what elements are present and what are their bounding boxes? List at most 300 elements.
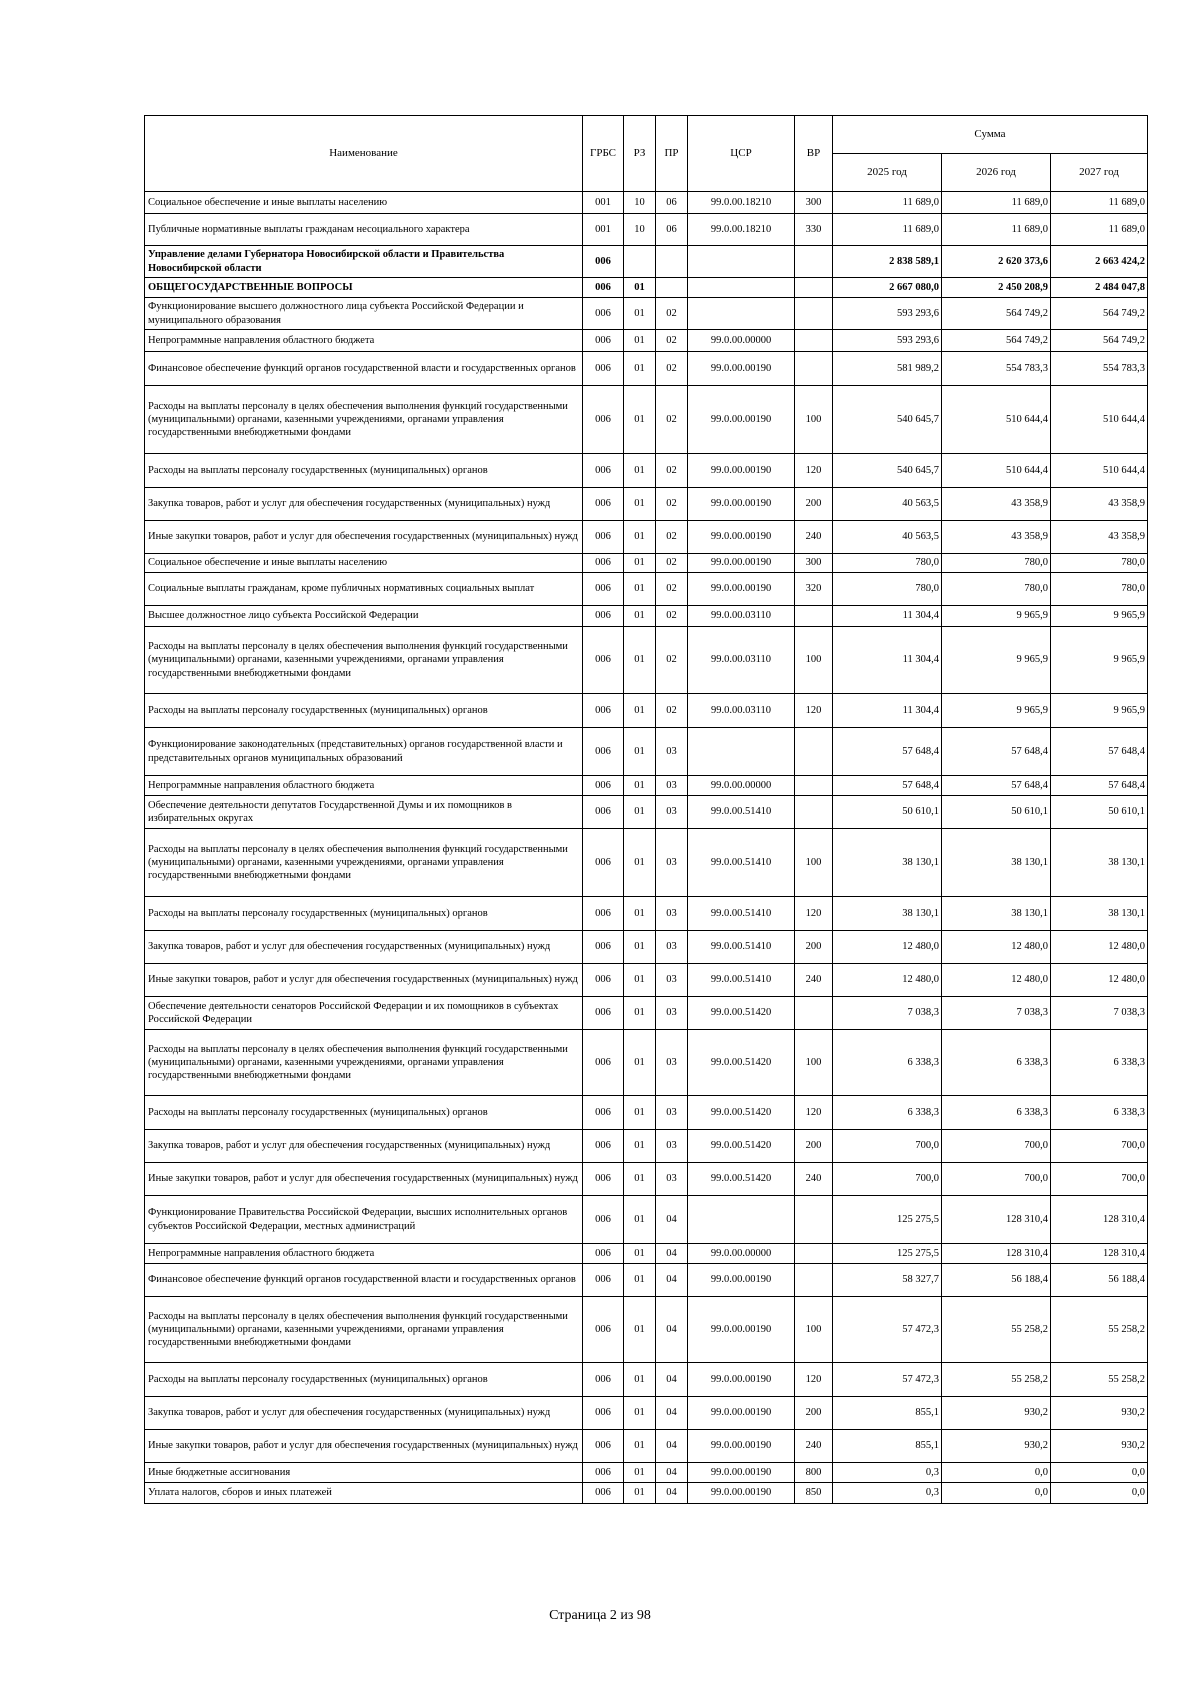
row-name: Непрограммные направления областного бюджета	[145, 1244, 583, 1264]
row-name: ОБЩЕГОСУДАРСТВЕННЫЕ ВОПРОСЫ	[145, 278, 583, 298]
row-sum-2025: 0,3	[833, 1463, 942, 1483]
row-name: Социальное обеспечение и иные выплаты населению	[145, 192, 583, 214]
row-sum-2025: 11 304,4	[833, 606, 942, 627]
table-row	[145, 1264, 1148, 1297]
row-name: Расходы на выплаты персоналу государственных (муниципальных) органов	[145, 694, 583, 728]
row-pr: 02	[656, 330, 688, 352]
table-row	[145, 1297, 1148, 1363]
row-rz: 01	[624, 278, 656, 298]
row-sum-2027: 12 480,0	[1051, 964, 1148, 997]
row-grbs: 006	[583, 521, 624, 554]
row-name: Иные закупки товаров, работ и услуг для обеспечения государственных (муниципальных) нужд	[145, 1163, 583, 1196]
row-csr: 99.0.00.00190	[688, 386, 795, 454]
row-grbs: 006	[583, 1196, 624, 1244]
row-sum-2026: 12 480,0	[942, 964, 1051, 997]
table-row	[145, 997, 1148, 1030]
row-vr	[795, 796, 833, 829]
row-vr: 240	[795, 521, 833, 554]
row-name: Функционирование высшего должностного лица субъекта Российской Федерации и муниципального образования	[145, 298, 583, 330]
row-rz: 01	[624, 897, 656, 931]
row-vr: 100	[795, 1297, 833, 1363]
row-grbs: 006	[583, 796, 624, 829]
row-sum-2026: 700,0	[942, 1163, 1051, 1196]
row-pr	[656, 278, 688, 298]
row-grbs: 006	[583, 278, 624, 298]
row-rz: 01	[624, 627, 656, 694]
row-grbs: 006	[583, 488, 624, 521]
row-csr: 99.0.00.00190	[688, 1430, 795, 1463]
row-sum-2027: 43 358,9	[1051, 521, 1148, 554]
col-header-sum: Сумма	[833, 116, 1148, 154]
row-grbs: 006	[583, 606, 624, 627]
row-vr: 100	[795, 386, 833, 454]
row-sum-2025: 0,3	[833, 1483, 942, 1504]
row-pr: 02	[656, 554, 688, 573]
table-row	[145, 694, 1148, 728]
row-vr	[795, 1264, 833, 1297]
row-sum-2025: 700,0	[833, 1163, 942, 1196]
row-name: Обеспечение деятельности сенаторов Российской Федерации и их помощников в субъектах Российской Федерации	[145, 997, 583, 1030]
row-pr: 03	[656, 776, 688, 796]
row-sum-2027: 43 358,9	[1051, 488, 1148, 521]
row-name: Расходы на выплаты персоналу государственных (муниципальных) органов	[145, 897, 583, 931]
row-rz: 01	[624, 454, 656, 488]
col-header-2027: 2027 год	[1051, 154, 1148, 192]
row-name: Непрограммные направления областного бюджета	[145, 776, 583, 796]
row-vr: 120	[795, 897, 833, 931]
row-csr: 99.0.00.00190	[688, 454, 795, 488]
budget-table-body	[145, 192, 1148, 1504]
row-sum-2026: 2 450 208,9	[942, 278, 1051, 298]
row-grbs: 006	[583, 1297, 624, 1363]
row-pr: 03	[656, 829, 688, 897]
row-pr: 03	[656, 1163, 688, 1196]
col-header-name: Наименование	[145, 116, 583, 192]
row-sum-2026: 11 689,0	[942, 214, 1051, 246]
row-sum-2027: 56 188,4	[1051, 1264, 1148, 1297]
row-rz: 01	[624, 1264, 656, 1297]
row-sum-2026: 7 038,3	[942, 997, 1051, 1030]
row-csr: 99.0.00.00190	[688, 1397, 795, 1430]
row-sum-2026: 2 620 373,6	[942, 246, 1051, 278]
table-row	[145, 1463, 1148, 1483]
row-name: Расходы на выплаты персоналу в целях обеспечения выполнения функций государственными (муниципальными) органами, казенными учреждениями, органами управления государственными внебюджетными фондами	[145, 1030, 583, 1096]
table-row	[145, 829, 1148, 897]
row-sum-2027: 38 130,1	[1051, 897, 1148, 931]
row-vr	[795, 1196, 833, 1244]
row-rz: 01	[624, 1397, 656, 1430]
row-name: Расходы на выплаты персоналу в целях обеспечения выполнения функций государственными (муниципальными) органами, казенными учреждениями, органами управления государственными внебюджетными фондами	[145, 386, 583, 454]
row-rz: 01	[624, 352, 656, 386]
row-rz: 01	[624, 829, 656, 897]
table-row	[145, 1430, 1148, 1463]
row-csr: 99.0.00.03110	[688, 606, 795, 627]
row-grbs: 006	[583, 1363, 624, 1397]
row-sum-2025: 855,1	[833, 1430, 942, 1463]
row-grbs: 006	[583, 246, 624, 278]
row-sum-2025: 40 563,5	[833, 521, 942, 554]
table-row	[145, 454, 1148, 488]
row-vr	[795, 278, 833, 298]
row-sum-2027: 564 749,2	[1051, 298, 1148, 330]
row-sum-2025: 6 338,3	[833, 1030, 942, 1096]
row-grbs: 006	[583, 1430, 624, 1463]
row-vr: 120	[795, 454, 833, 488]
row-rz: 01	[624, 728, 656, 776]
row-sum-2025: 57 472,3	[833, 1363, 942, 1397]
row-sum-2025: 40 563,5	[833, 488, 942, 521]
row-vr: 200	[795, 488, 833, 521]
row-sum-2025: 780,0	[833, 573, 942, 606]
row-grbs: 006	[583, 1397, 624, 1430]
row-rz: 01	[624, 606, 656, 627]
row-csr: 99.0.00.00000	[688, 330, 795, 352]
row-sum-2027: 564 749,2	[1051, 330, 1148, 352]
row-vr: 120	[795, 694, 833, 728]
row-csr: 99.0.00.00190	[688, 352, 795, 386]
table-row	[145, 386, 1148, 454]
row-sum-2026: 128 310,4	[942, 1196, 1051, 1244]
row-vr: 800	[795, 1463, 833, 1483]
col-header-pr: ПР	[656, 116, 688, 192]
table-row	[145, 298, 1148, 330]
row-csr: 99.0.00.51410	[688, 897, 795, 931]
row-pr: 06	[656, 192, 688, 214]
row-name: Финансовое обеспечение функций органов государственной власти и государственных органов	[145, 352, 583, 386]
row-grbs: 006	[583, 1483, 624, 1504]
row-rz: 01	[624, 298, 656, 330]
row-sum-2027: 6 338,3	[1051, 1096, 1148, 1130]
row-rz: 01	[624, 964, 656, 997]
row-sum-2025: 125 275,5	[833, 1244, 942, 1264]
row-pr: 03	[656, 1130, 688, 1163]
row-rz	[624, 246, 656, 278]
row-sum-2026: 930,2	[942, 1397, 1051, 1430]
row-csr: 99.0.00.18210	[688, 214, 795, 246]
row-csr: 99.0.00.51420	[688, 1096, 795, 1130]
row-sum-2027: 0,0	[1051, 1483, 1148, 1504]
row-grbs: 006	[583, 1096, 624, 1130]
row-sum-2025: 57 648,4	[833, 776, 942, 796]
row-sum-2027: 57 648,4	[1051, 776, 1148, 796]
row-grbs: 006	[583, 554, 624, 573]
row-grbs: 006	[583, 1463, 624, 1483]
row-grbs: 006	[583, 997, 624, 1030]
row-sum-2025: 50 610,1	[833, 796, 942, 829]
row-csr: 99.0.00.51420	[688, 1163, 795, 1196]
row-pr: 06	[656, 214, 688, 246]
row-name: Иные закупки товаров, работ и услуг для обеспечения государственных (муниципальных) нужд	[145, 521, 583, 554]
row-name: Функционирование законодательных (представительных) органов государственной власти и представительных органов муниципальных образований	[145, 728, 583, 776]
row-grbs: 006	[583, 1244, 624, 1264]
row-pr: 03	[656, 1096, 688, 1130]
row-pr: 03	[656, 1030, 688, 1096]
row-vr	[795, 1244, 833, 1264]
row-sum-2026: 38 130,1	[942, 829, 1051, 897]
row-rz: 01	[624, 1363, 656, 1397]
row-sum-2026: 700,0	[942, 1130, 1051, 1163]
table-row	[145, 1397, 1148, 1430]
row-sum-2027: 11 689,0	[1051, 192, 1148, 214]
row-sum-2026: 510 644,4	[942, 386, 1051, 454]
row-name: Социальные выплаты гражданам, кроме публичных нормативных социальных выплат	[145, 573, 583, 606]
row-sum-2027: 510 644,4	[1051, 454, 1148, 488]
row-sum-2027: 9 965,9	[1051, 606, 1148, 627]
row-sum-2026: 9 965,9	[942, 694, 1051, 728]
row-name: Непрограммные направления областного бюджета	[145, 330, 583, 352]
table-row	[145, 554, 1148, 573]
row-pr: 03	[656, 931, 688, 964]
row-grbs: 006	[583, 454, 624, 488]
row-vr: 100	[795, 829, 833, 897]
row-pr: 04	[656, 1297, 688, 1363]
row-vr: 120	[795, 1363, 833, 1397]
row-sum-2026: 554 783,3	[942, 352, 1051, 386]
row-sum-2025: 2 667 080,0	[833, 278, 942, 298]
row-vr	[795, 330, 833, 352]
header-row-top	[145, 116, 1148, 154]
row-rz: 01	[624, 1096, 656, 1130]
row-name: Закупка товаров, работ и услуг для обеспечения государственных (муниципальных) нужд	[145, 1130, 583, 1163]
row-rz: 01	[624, 1196, 656, 1244]
row-csr: 99.0.00.00000	[688, 776, 795, 796]
row-grbs: 006	[583, 897, 624, 931]
row-sum-2027: 12 480,0	[1051, 931, 1148, 964]
row-vr	[795, 728, 833, 776]
row-sum-2025: 855,1	[833, 1397, 942, 1430]
row-pr: 04	[656, 1363, 688, 1397]
row-pr: 04	[656, 1264, 688, 1297]
row-name: Уплата налогов, сборов и иных платежей	[145, 1483, 583, 1504]
row-sum-2026: 780,0	[942, 573, 1051, 606]
row-grbs: 006	[583, 298, 624, 330]
row-rz: 01	[624, 1130, 656, 1163]
row-sum-2026: 12 480,0	[942, 931, 1051, 964]
row-sum-2027: 930,2	[1051, 1397, 1148, 1430]
row-pr: 02	[656, 573, 688, 606]
row-rz: 01	[624, 573, 656, 606]
row-vr: 100	[795, 1030, 833, 1096]
table-row	[145, 1363, 1148, 1397]
row-sum-2027: 930,2	[1051, 1430, 1148, 1463]
table-row	[145, 606, 1148, 627]
row-csr: 99.0.00.00190	[688, 521, 795, 554]
row-name: Расходы на выплаты персоналу государственных (муниципальных) органов	[145, 1096, 583, 1130]
table-row	[145, 796, 1148, 829]
row-sum-2027: 57 648,4	[1051, 728, 1148, 776]
table-row	[145, 1163, 1148, 1196]
row-csr: 99.0.00.00190	[688, 1483, 795, 1504]
row-pr: 04	[656, 1196, 688, 1244]
table-row	[145, 246, 1148, 278]
row-vr: 200	[795, 931, 833, 964]
row-rz: 01	[624, 554, 656, 573]
row-sum-2025: 57 472,3	[833, 1297, 942, 1363]
table-row	[145, 897, 1148, 931]
table-row	[145, 1130, 1148, 1163]
row-vr: 300	[795, 554, 833, 573]
row-grbs: 006	[583, 964, 624, 997]
row-sum-2026: 510 644,4	[942, 454, 1051, 488]
row-pr: 03	[656, 796, 688, 829]
row-vr: 200	[795, 1397, 833, 1430]
row-name: Расходы на выплаты персоналу в целях обеспечения выполнения функций государственными (муниципальными) органами, казенными учреждениями, органами управления государственными внебюджетными фондами	[145, 627, 583, 694]
budget-table	[144, 115, 1148, 1504]
row-name: Функционирование Правительства Российской Федерации, высших исполнительных органов субъектов Российской Федерации, местных администраций	[145, 1196, 583, 1244]
row-name: Закупка товаров, работ и услуг для обеспечения государственных (муниципальных) нужд	[145, 488, 583, 521]
row-csr: 99.0.00.51410	[688, 931, 795, 964]
row-sum-2027: 700,0	[1051, 1130, 1148, 1163]
row-sum-2026: 50 610,1	[942, 796, 1051, 829]
row-csr: 99.0.00.00000	[688, 1244, 795, 1264]
row-sum-2026: 43 358,9	[942, 488, 1051, 521]
row-vr: 240	[795, 1163, 833, 1196]
table-row	[145, 330, 1148, 352]
row-sum-2025: 38 130,1	[833, 829, 942, 897]
row-rz: 01	[624, 1483, 656, 1504]
row-grbs: 006	[583, 931, 624, 964]
row-vr	[795, 352, 833, 386]
row-sum-2025: 11 304,4	[833, 694, 942, 728]
row-sum-2026: 564 749,2	[942, 298, 1051, 330]
row-name: Расходы на выплаты персоналу в целях обеспечения выполнения функций государственными (муниципальными) органами, казенными учреждениями, органами управления государственными внебюджетными фондами	[145, 1297, 583, 1363]
table-row	[145, 1196, 1148, 1244]
row-pr: 03	[656, 897, 688, 931]
row-vr: 200	[795, 1130, 833, 1163]
table-row	[145, 521, 1148, 554]
row-name: Высшее должностное лицо субъекта Российской Федерации	[145, 606, 583, 627]
row-csr	[688, 1196, 795, 1244]
row-csr: 99.0.00.00190	[688, 573, 795, 606]
row-rz: 10	[624, 192, 656, 214]
row-sum-2025: 581 989,2	[833, 352, 942, 386]
table-row	[145, 573, 1148, 606]
row-sum-2025: 700,0	[833, 1130, 942, 1163]
col-header-rz: РЗ	[624, 116, 656, 192]
row-sum-2025: 2 838 589,1	[833, 246, 942, 278]
row-pr: 02	[656, 386, 688, 454]
row-pr: 04	[656, 1397, 688, 1430]
row-grbs: 006	[583, 1264, 624, 1297]
row-sum-2027: 0,0	[1051, 1463, 1148, 1483]
row-csr: 99.0.00.51410	[688, 829, 795, 897]
row-rz: 01	[624, 931, 656, 964]
row-rz: 01	[624, 1030, 656, 1096]
row-csr: 99.0.00.00190	[688, 1297, 795, 1363]
row-csr: 99.0.00.51420	[688, 997, 795, 1030]
row-sum-2025: 11 304,4	[833, 627, 942, 694]
row-sum-2025: 593 293,6	[833, 298, 942, 330]
row-pr: 02	[656, 606, 688, 627]
row-name: Иные бюджетные ассигнования	[145, 1463, 583, 1483]
table-row	[145, 627, 1148, 694]
row-csr: 99.0.00.03110	[688, 694, 795, 728]
row-csr: 99.0.00.00190	[688, 1463, 795, 1483]
row-csr: 99.0.00.51410	[688, 796, 795, 829]
row-rz: 01	[624, 1430, 656, 1463]
row-grbs: 001	[583, 192, 624, 214]
row-sum-2027: 510 644,4	[1051, 386, 1148, 454]
row-csr: 99.0.00.00190	[688, 554, 795, 573]
row-sum-2026: 128 310,4	[942, 1244, 1051, 1264]
row-sum-2025: 58 327,7	[833, 1264, 942, 1297]
row-vr: 240	[795, 964, 833, 997]
row-sum-2026: 56 188,4	[942, 1264, 1051, 1297]
row-grbs: 006	[583, 728, 624, 776]
row-sum-2026: 0,0	[942, 1463, 1051, 1483]
row-grbs: 006	[583, 1130, 624, 1163]
budget-table-container	[144, 115, 1147, 1504]
row-pr: 03	[656, 997, 688, 1030]
row-sum-2026: 57 648,4	[942, 776, 1051, 796]
row-sum-2027: 55 258,2	[1051, 1363, 1148, 1397]
table-row	[145, 776, 1148, 796]
row-rz: 01	[624, 776, 656, 796]
row-name: Обеспечение деятельности депутатов Государственной Думы и их помощников в избирательных округах	[145, 796, 583, 829]
table-row	[145, 931, 1148, 964]
row-name: Управление делами Губернатора Новосибирской области и Правительства Новосибирской области	[145, 246, 583, 278]
row-rz: 01	[624, 1463, 656, 1483]
row-pr: 02	[656, 298, 688, 330]
row-vr: 330	[795, 214, 833, 246]
row-csr: 99.0.00.51420	[688, 1030, 795, 1096]
table-row	[145, 192, 1148, 214]
row-sum-2026: 930,2	[942, 1430, 1051, 1463]
table-row	[145, 278, 1148, 298]
row-sum-2027: 55 258,2	[1051, 1297, 1148, 1363]
row-grbs: 006	[583, 829, 624, 897]
row-sum-2026: 780,0	[942, 554, 1051, 573]
row-sum-2026: 564 749,2	[942, 330, 1051, 352]
row-sum-2027: 6 338,3	[1051, 1030, 1148, 1096]
row-grbs: 006	[583, 1163, 624, 1196]
row-sum-2027: 2 663 424,2	[1051, 246, 1148, 278]
row-sum-2027: 780,0	[1051, 554, 1148, 573]
row-vr	[795, 298, 833, 330]
row-pr: 02	[656, 488, 688, 521]
row-name: Социальное обеспечение и иные выплаты населению	[145, 554, 583, 573]
row-name: Расходы на выплаты персоналу в целях обеспечения выполнения функций государственными (муниципальными) органами, казенными учреждениями, органами управления государственными внебюджетными фондами	[145, 829, 583, 897]
row-sum-2026: 6 338,3	[942, 1096, 1051, 1130]
row-sum-2025: 11 689,0	[833, 214, 942, 246]
row-sum-2027: 128 310,4	[1051, 1196, 1148, 1244]
table-row	[145, 488, 1148, 521]
row-csr: 99.0.00.00190	[688, 1363, 795, 1397]
row-sum-2026: 11 689,0	[942, 192, 1051, 214]
row-sum-2025: 540 645,7	[833, 386, 942, 454]
row-pr: 04	[656, 1483, 688, 1504]
row-name: Публичные нормативные выплаты гражданам несоциального характера	[145, 214, 583, 246]
row-sum-2027: 700,0	[1051, 1163, 1148, 1196]
row-sum-2026: 43 358,9	[942, 521, 1051, 554]
row-grbs: 006	[583, 694, 624, 728]
row-grbs: 006	[583, 573, 624, 606]
table-row	[145, 1096, 1148, 1130]
row-csr: 99.0.00.00190	[688, 1264, 795, 1297]
row-sum-2026: 38 130,1	[942, 897, 1051, 931]
row-rz: 01	[624, 1244, 656, 1264]
row-sum-2025: 11 689,0	[833, 192, 942, 214]
row-grbs: 006	[583, 627, 624, 694]
row-rz: 01	[624, 1163, 656, 1196]
row-name: Расходы на выплаты персоналу государственных (муниципальных) органов	[145, 1363, 583, 1397]
row-pr: 03	[656, 728, 688, 776]
row-grbs: 006	[583, 352, 624, 386]
row-grbs: 006	[583, 386, 624, 454]
row-name: Иные закупки товаров, работ и услуг для обеспечения государственных (муниципальных) нужд	[145, 964, 583, 997]
row-rz: 01	[624, 488, 656, 521]
row-name: Закупка товаров, работ и услуг для обеспечения государственных (муниципальных) нужд	[145, 931, 583, 964]
